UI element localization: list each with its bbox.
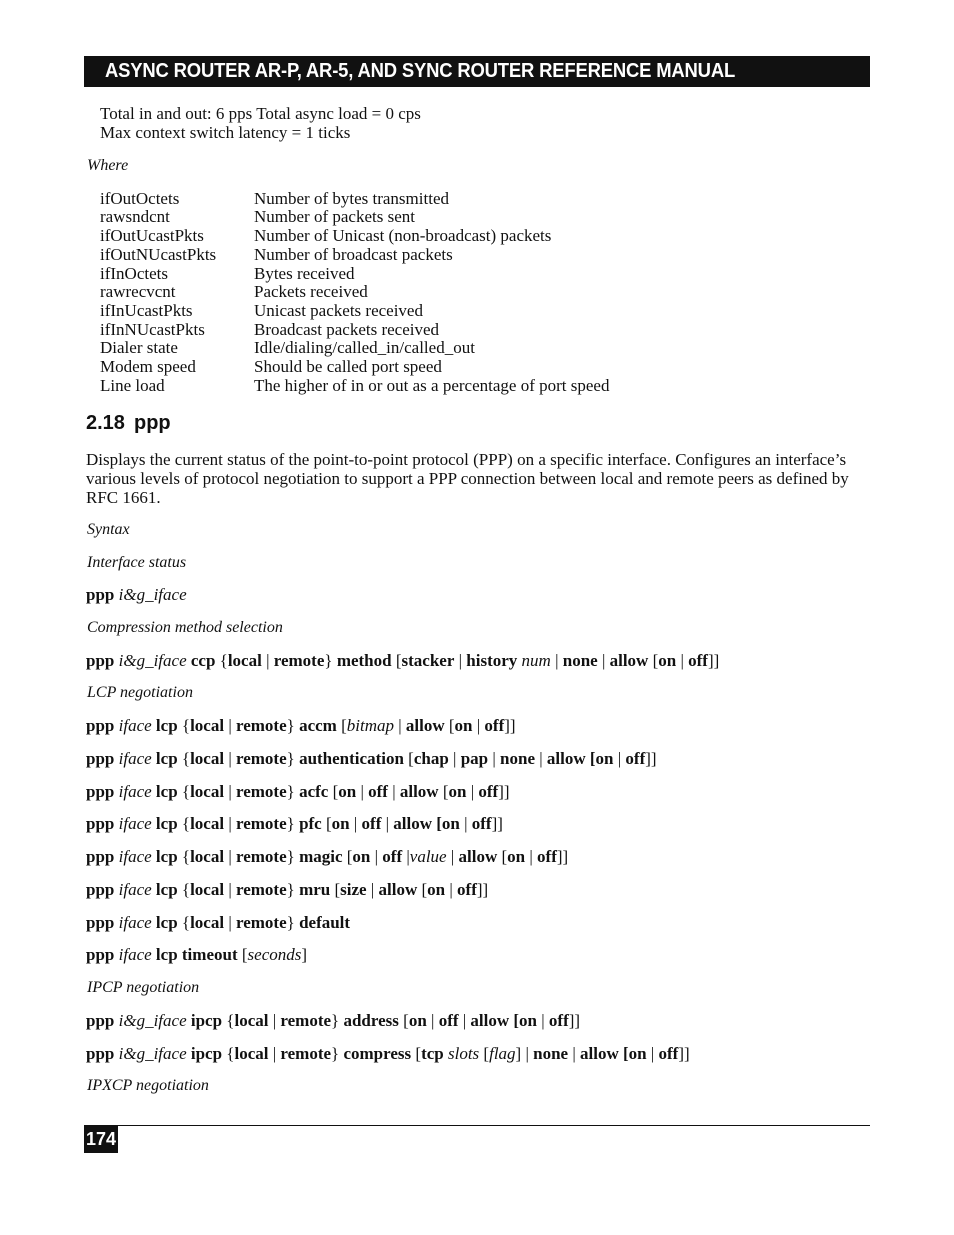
command-keyword: allow bbox=[609, 651, 653, 670]
command-keyword: history bbox=[466, 651, 522, 670]
command-keyword: default bbox=[299, 913, 351, 932]
compression-label: Compression method selection bbox=[87, 619, 283, 636]
definition-text: Number of Unicast (non-broadcast) packets bbox=[254, 226, 552, 245]
command-punctuation: [ bbox=[501, 847, 508, 866]
command-keyword: local bbox=[190, 749, 225, 768]
command-punctuation: | bbox=[224, 782, 236, 801]
command-keyword: local bbox=[190, 814, 225, 833]
command-keyword: local bbox=[190, 880, 225, 899]
command-punctuation: | bbox=[224, 716, 236, 735]
command-keyword: ccp bbox=[190, 651, 220, 670]
section-description: Displays the current status of the point-to-point protocol (PPP) on a specific interface. Configures an interface’s various levels of protocol negotiation to support a PPP connection between local and remote peers as defined by RFC 1661. bbox=[86, 450, 849, 507]
command-punctuation: [ bbox=[483, 1044, 490, 1063]
command-keyword: ppp bbox=[86, 782, 119, 801]
command-punctuation: | bbox=[646, 1044, 659, 1063]
syntax-label: Syntax bbox=[87, 521, 130, 538]
command-punctuation: ]] bbox=[678, 1044, 690, 1063]
command-punctuation: } bbox=[286, 814, 300, 833]
command-keyword: accm bbox=[299, 716, 342, 735]
command-keyword: ppp bbox=[86, 913, 119, 932]
command-punctuation: ]] bbox=[645, 749, 657, 768]
command-keyword: local bbox=[190, 782, 225, 801]
command-punctuation: } bbox=[286, 847, 300, 866]
command-punctuation: | bbox=[568, 1044, 580, 1063]
definition-text: Number of bytes transmitted bbox=[254, 189, 449, 208]
command-keyword: chap bbox=[413, 749, 449, 768]
command-keyword: ppp bbox=[86, 651, 119, 670]
manual-title: ASYNC ROUTER AR-P, AR-5, AND SYNC ROUTER REFERENCE MANUAL bbox=[105, 59, 736, 82]
command-keyword: tcp bbox=[421, 1044, 448, 1063]
command-keyword: ppp bbox=[86, 847, 119, 866]
command-keyword: on bbox=[427, 880, 446, 899]
command-punctuation: | bbox=[224, 814, 236, 833]
command-keyword: mru bbox=[299, 880, 335, 899]
lcp-label: LCP negotiation bbox=[87, 684, 193, 701]
command-punctuation: | bbox=[224, 880, 236, 899]
command-punctuation: | bbox=[525, 847, 538, 866]
command-keyword: off bbox=[471, 814, 492, 833]
definition-term: ifOutOctets bbox=[100, 189, 180, 208]
command-punctuation: } bbox=[286, 749, 300, 768]
command-punctuation: | bbox=[448, 749, 461, 768]
command-punctuation: { bbox=[181, 716, 191, 735]
command-keyword: local bbox=[190, 847, 225, 866]
command-punctuation: | bbox=[366, 880, 379, 899]
command-punctuation: ]] bbox=[498, 782, 510, 801]
stats-line-traffic: Total in and out: 6 pps Total async load = 0 cps bbox=[100, 104, 421, 123]
definition-text: Number of packets sent bbox=[254, 207, 415, 226]
command-parameter: iface bbox=[118, 782, 156, 801]
command-punctuation: { bbox=[181, 880, 191, 899]
command-parameter: i&g_iface bbox=[118, 651, 191, 670]
command-punctuation: ]] bbox=[568, 1011, 581, 1030]
command-parameter: seconds bbox=[247, 945, 302, 964]
command-syntax bbox=[86, 1044, 690, 1063]
page-number: 174 bbox=[84, 1125, 118, 1153]
command-parameter: value bbox=[409, 847, 447, 866]
command-punctuation: | bbox=[454, 651, 467, 670]
command-punctuation: [ bbox=[442, 782, 449, 801]
command-keyword: ppp bbox=[86, 716, 119, 735]
definition-text: Unicast packets received bbox=[254, 301, 423, 320]
interface-status-label: Interface status bbox=[87, 554, 187, 571]
command-keyword: remote bbox=[280, 1044, 332, 1063]
command-keyword: ppp bbox=[86, 880, 119, 899]
command-syntax bbox=[86, 847, 568, 866]
command-syntax bbox=[86, 913, 350, 932]
command-keyword: off bbox=[537, 847, 557, 866]
command-parameter: slots bbox=[447, 1044, 484, 1063]
definition-text: Number of broadcast packets bbox=[254, 245, 453, 264]
command-punctuation: | bbox=[550, 651, 563, 670]
command-keyword: allow bbox=[458, 847, 502, 866]
command-keyword: lcp bbox=[155, 716, 182, 735]
command-punctuation: [ bbox=[395, 651, 402, 670]
command-keyword: off bbox=[438, 1011, 459, 1030]
command-punctuation: { bbox=[226, 1044, 235, 1063]
command-keyword: local bbox=[227, 651, 262, 670]
command-punctuation: { bbox=[219, 651, 228, 670]
command-keyword: on bbox=[408, 1011, 427, 1030]
command-keyword: stacker bbox=[401, 651, 455, 670]
command-keyword: pfc bbox=[299, 814, 326, 833]
command-keyword: ppp bbox=[86, 749, 119, 768]
command-keyword: ppp bbox=[86, 1011, 119, 1030]
command-punctuation: ] | bbox=[515, 1044, 534, 1063]
command-parameter: iface bbox=[118, 814, 156, 833]
command-parameter: i&g_iface bbox=[118, 1044, 191, 1063]
command-keyword: lcp bbox=[155, 880, 182, 899]
command-syntax bbox=[86, 814, 503, 833]
command-keyword: local bbox=[234, 1044, 269, 1063]
definition-text: Should be called port speed bbox=[254, 357, 442, 376]
definition-term: rawrecvcnt bbox=[100, 282, 176, 301]
command-punctuation: [ bbox=[652, 651, 659, 670]
command-punctuation: [ bbox=[341, 716, 347, 735]
command-keyword: ppp bbox=[86, 585, 119, 604]
command-keyword: on bbox=[331, 814, 350, 833]
command-punctuation: | bbox=[402, 847, 410, 866]
command-punctuation: ]] bbox=[476, 880, 489, 899]
command-keyword: local bbox=[190, 913, 225, 932]
command-punctuation: | bbox=[387, 782, 400, 801]
command-keyword: off bbox=[625, 749, 646, 768]
command-punctuation: [ bbox=[421, 880, 428, 899]
command-punctuation: | bbox=[458, 1011, 471, 1030]
command-keyword: ppp bbox=[86, 1044, 119, 1063]
command-keyword: on bbox=[454, 716, 473, 735]
command-keyword: compress bbox=[343, 1044, 416, 1063]
command-keyword: off bbox=[368, 782, 388, 801]
command-keyword: off bbox=[548, 1011, 569, 1030]
footer-rule bbox=[84, 1125, 870, 1126]
command-punctuation: ]] bbox=[504, 716, 516, 735]
command-parameter: iface bbox=[118, 847, 156, 866]
command-punctuation: { bbox=[181, 782, 191, 801]
command-keyword: local bbox=[234, 1011, 269, 1030]
command-syntax bbox=[86, 585, 187, 604]
definition-text: Broadcast packets received bbox=[254, 320, 440, 339]
command-keyword: method bbox=[336, 651, 396, 670]
command-punctuation: { bbox=[181, 913, 191, 932]
command-keyword: remote bbox=[280, 1011, 332, 1030]
command-keyword: lcp bbox=[155, 782, 182, 801]
command-keyword: authentication bbox=[299, 749, 409, 768]
command-punctuation: [ bbox=[332, 782, 339, 801]
command-keyword: acfc bbox=[299, 782, 333, 801]
command-keyword: off bbox=[457, 880, 477, 899]
command-keyword: lcp bbox=[155, 814, 182, 833]
command-parameter: iface bbox=[118, 880, 156, 899]
command-parameter: num bbox=[521, 651, 551, 670]
command-punctuation: } bbox=[331, 1044, 344, 1063]
command-keyword: remote bbox=[235, 749, 287, 768]
definition-term: ifInUcastPkts bbox=[100, 301, 193, 320]
command-keyword: allow [on bbox=[393, 814, 460, 833]
command-punctuation: | bbox=[537, 1011, 549, 1030]
command-punctuation: | bbox=[466, 782, 479, 801]
command-keyword: off bbox=[484, 716, 505, 735]
command-parameter: i&g_iface bbox=[118, 1011, 191, 1030]
command-keyword: on bbox=[352, 847, 371, 866]
command-punctuation: } bbox=[331, 1011, 344, 1030]
command-keyword: remote bbox=[235, 716, 287, 735]
command-keyword: lcp timeout bbox=[155, 945, 242, 964]
command-keyword: lcp bbox=[155, 913, 182, 932]
command-keyword: off bbox=[382, 847, 403, 866]
command-syntax bbox=[86, 749, 657, 768]
command-punctuation: | bbox=[426, 1011, 439, 1030]
definition-term: Dialer state bbox=[100, 338, 178, 357]
command-punctuation: { bbox=[226, 1011, 235, 1030]
command-keyword: off bbox=[658, 1044, 679, 1063]
command-keyword: remote bbox=[235, 782, 287, 801]
command-keyword: lcp bbox=[155, 749, 182, 768]
command-parameter: iface bbox=[118, 716, 156, 735]
command-punctuation: | bbox=[268, 1011, 281, 1030]
definition-text: Packets received bbox=[254, 282, 368, 301]
definition-text: The higher of in or out as a percentage of port speed bbox=[254, 376, 610, 395]
command-punctuation: } bbox=[286, 782, 300, 801]
command-keyword: pap bbox=[460, 749, 489, 768]
command-keyword: magic bbox=[299, 847, 347, 866]
command-punctuation: ]] bbox=[707, 651, 720, 670]
command-keyword: remote bbox=[273, 651, 325, 670]
command-syntax bbox=[86, 716, 516, 735]
command-keyword: allow [on bbox=[470, 1011, 538, 1030]
command-punctuation: | bbox=[445, 880, 458, 899]
command-keyword: allow bbox=[378, 880, 422, 899]
command-punctuation: | bbox=[349, 814, 362, 833]
command-punctuation: | bbox=[459, 814, 472, 833]
definition-term: Line load bbox=[100, 376, 165, 395]
command-keyword: on bbox=[338, 782, 357, 801]
command-punctuation: | bbox=[268, 1044, 281, 1063]
command-punctuation: } bbox=[286, 716, 300, 735]
definition-term: Modem speed bbox=[100, 357, 196, 376]
section-title: ppp bbox=[134, 412, 171, 434]
command-punctuation: | bbox=[472, 716, 485, 735]
command-punctuation: | bbox=[488, 749, 501, 768]
command-keyword: ipcp bbox=[190, 1044, 227, 1063]
command-keyword: ipcp bbox=[190, 1011, 227, 1030]
command-keyword: none bbox=[500, 749, 535, 768]
command-punctuation: [ bbox=[408, 749, 414, 768]
command-keyword: on bbox=[658, 651, 677, 670]
command-punctuation: | bbox=[224, 913, 236, 932]
command-punctuation: { bbox=[181, 814, 191, 833]
command-keyword: off bbox=[361, 814, 382, 833]
command-syntax bbox=[86, 1011, 580, 1030]
command-punctuation: ] bbox=[301, 945, 308, 964]
command-keyword: allow [on bbox=[546, 749, 614, 768]
definition-term: ifInNUcastPkts bbox=[100, 320, 205, 339]
command-keyword: remote bbox=[235, 880, 287, 899]
command-punctuation: | bbox=[393, 716, 406, 735]
command-keyword: allow bbox=[399, 782, 443, 801]
command-punctuation: [ bbox=[448, 716, 455, 735]
command-punctuation: [ bbox=[241, 945, 248, 964]
command-punctuation: | bbox=[370, 847, 383, 866]
command-punctuation: ]] bbox=[491, 814, 503, 833]
definition-text: Idle/dialing/called_in/called_out bbox=[254, 338, 475, 357]
command-punctuation: [ bbox=[415, 1044, 422, 1063]
command-punctuation: } bbox=[286, 880, 300, 899]
command-keyword: ppp bbox=[86, 814, 119, 833]
definition-text: Bytes received bbox=[254, 264, 355, 283]
ipxcp-label: IPXCP negotiation bbox=[87, 1077, 209, 1094]
command-keyword: on bbox=[507, 847, 526, 866]
definition-term: ifOutUcastPkts bbox=[100, 226, 204, 245]
command-punctuation: | bbox=[224, 847, 236, 866]
command-punctuation: | bbox=[597, 651, 610, 670]
header-bar bbox=[84, 56, 870, 87]
command-parameter: flag bbox=[489, 1044, 516, 1063]
command-keyword: address bbox=[343, 1011, 404, 1030]
command-punctuation: { bbox=[181, 847, 191, 866]
command-punctuation: | bbox=[446, 847, 459, 866]
command-keyword: local bbox=[190, 716, 225, 735]
definition-term: ifOutNUcastPkts bbox=[100, 245, 217, 264]
command-punctuation: | bbox=[224, 749, 236, 768]
command-keyword: ppp bbox=[86, 945, 119, 964]
command-syntax bbox=[86, 651, 719, 670]
command-punctuation: [ bbox=[334, 880, 341, 899]
command-parameter: iface bbox=[118, 945, 156, 964]
command-keyword: remote bbox=[235, 847, 287, 866]
command-punctuation: } bbox=[286, 913, 300, 932]
command-keyword: remote bbox=[235, 814, 287, 833]
definition-term: rawsndcnt bbox=[100, 207, 170, 226]
command-syntax bbox=[86, 782, 510, 801]
command-keyword: off bbox=[688, 651, 708, 670]
command-punctuation: [ bbox=[403, 1011, 409, 1030]
command-parameter: iface bbox=[118, 749, 156, 768]
ipcp-label: IPCP negotiation bbox=[87, 979, 200, 996]
command-keyword: none bbox=[533, 1044, 569, 1063]
command-keyword: remote bbox=[235, 913, 287, 932]
command-keyword: allow bbox=[405, 716, 449, 735]
command-keyword: allow [on bbox=[580, 1044, 647, 1063]
command-parameter: iface bbox=[118, 913, 156, 932]
command-punctuation: ]] bbox=[556, 847, 569, 866]
command-punctuation: | bbox=[381, 814, 394, 833]
command-punctuation: { bbox=[181, 749, 191, 768]
command-punctuation: | bbox=[676, 651, 689, 670]
command-keyword: size bbox=[340, 880, 367, 899]
command-parameter: bitmap bbox=[346, 716, 394, 735]
where-label: Where bbox=[87, 157, 129, 174]
command-syntax bbox=[86, 880, 488, 899]
command-punctuation: | bbox=[356, 782, 369, 801]
command-punctuation: [ bbox=[325, 814, 332, 833]
command-parameter: i&g_iface bbox=[118, 585, 187, 604]
command-keyword: on bbox=[448, 782, 467, 801]
section-number: 2.18 bbox=[86, 412, 125, 434]
command-syntax bbox=[86, 945, 307, 964]
command-punctuation: [ bbox=[346, 847, 353, 866]
command-punctuation: } bbox=[324, 651, 337, 670]
stats-line-latency: Max context switch latency = 1 ticks bbox=[100, 123, 351, 142]
command-keyword: none bbox=[562, 651, 598, 670]
command-punctuation: | bbox=[613, 749, 626, 768]
command-punctuation: | bbox=[261, 651, 274, 670]
command-keyword: lcp bbox=[155, 847, 182, 866]
definition-term: ifInOctets bbox=[100, 264, 168, 283]
command-punctuation: | bbox=[535, 749, 547, 768]
command-keyword: off bbox=[478, 782, 499, 801]
